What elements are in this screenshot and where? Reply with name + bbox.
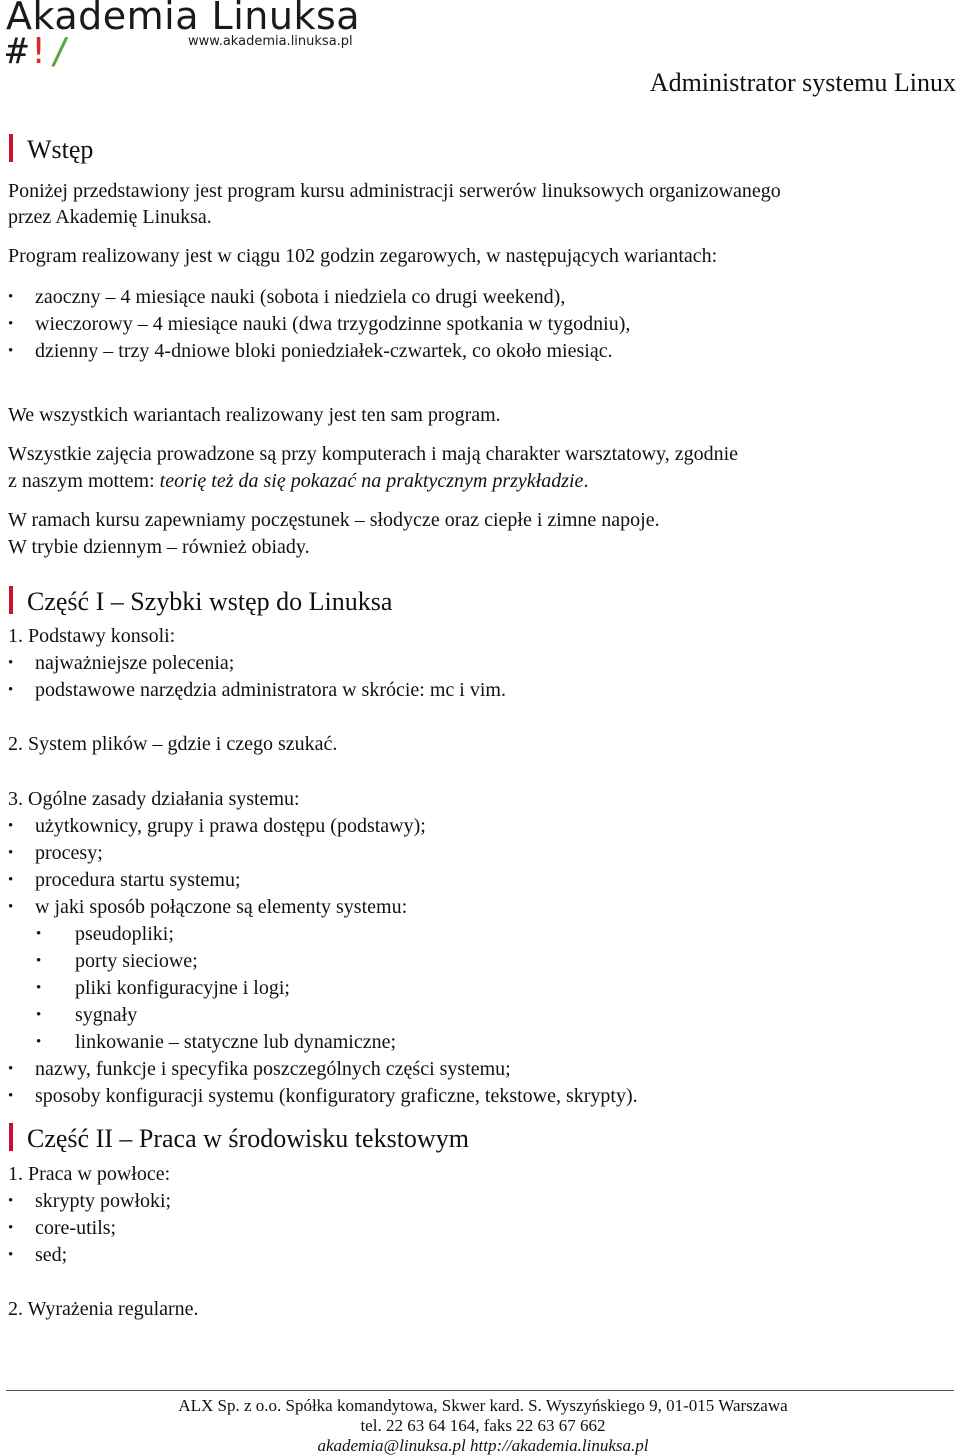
list-item-variant: zaoczny – 4 miesiące nauki (sobota i niedziela co drugi weekend), [35, 286, 566, 308]
intro-paragraph-line: Wszystkie zajęcia prowadzone są przy komputerach i mają charakter warsztatowy, zgodnie [8, 443, 739, 465]
list-item: procesy; [35, 842, 103, 864]
list-item: procedura startu systemu; [35, 869, 241, 891]
logo-slash: / [49, 31, 72, 72]
footer-address: ALX Sp. z o.o. Spółka komandytowa, Skwer kard. S. Wyszyńskiego 9, 01-015 Warszawa [178, 1396, 788, 1415]
heading-bar [9, 134, 13, 162]
bullet: • [8, 1247, 14, 1263]
bullet: • [8, 818, 14, 834]
list-item: skrypty powłoki; [35, 1190, 172, 1212]
list-subitem: linkowanie – statyczne lub dynamiczne; [75, 1031, 397, 1053]
bullet: • [36, 980, 42, 996]
subsection-title: 2. Wyrażenia regularne. [8, 1298, 199, 1320]
bullet: • [8, 1193, 14, 1209]
bullet: • [36, 1034, 42, 1050]
footer-links[interactable]: akademia@linuksa.pl http://akademia.linuksa.pl [317, 1436, 649, 1455]
motto: teorię też da się pokazać na praktycznym przykładzie [159, 470, 584, 492]
heading-bar [9, 586, 13, 614]
list-item-variant: dzienny – trzy 4-dniowe bloki poniedziałek-czwartek, co około miesiąc. [35, 340, 613, 362]
logo-bang: ! [27, 31, 50, 72]
bullet: • [8, 872, 14, 888]
section-heading-part2: Część II – Praca w środowisku tekstowym [8, 1123, 469, 1154]
bullet: • [36, 1007, 42, 1023]
bullet: • [8, 289, 14, 305]
logo-hash: # [6, 31, 28, 72]
logo-url[interactable]: www.akademia.linuksa.pl [188, 34, 353, 49]
footer-divider [6, 1390, 954, 1391]
intro-paragraph-line: Poniżej przedstawiony jest program kursu administracji serwerów linuksowych organizowanego [8, 180, 781, 202]
bullet: • [8, 682, 14, 698]
bullet: • [36, 926, 42, 942]
section-heading-intro: Wstęp [8, 134, 93, 165]
heading-bar [9, 1123, 13, 1151]
list-item: sed; [35, 1244, 68, 1266]
subsection-title: 3. Ogólne zasady działania systemu: [8, 788, 300, 810]
list-item: najważniejsze polecenia; [35, 652, 235, 674]
bullet: • [36, 953, 42, 969]
bullet: • [8, 1088, 14, 1104]
bullet: • [8, 655, 14, 671]
subsection-title: 2. System plików – gdzie i czego szukać. [8, 733, 338, 755]
list-item: użytkownicy, grupy i prawa dostępu (podstawy); [35, 815, 426, 837]
bullet: • [8, 899, 14, 915]
section-heading-part1: Część I – Szybki wstęp do Linuksa [8, 586, 392, 617]
list-subitem: porty sieciowe; [75, 950, 198, 972]
bullet: • [8, 343, 14, 359]
list-subitem: pliki konfiguracyjne i logi; [75, 977, 290, 999]
bullet: • [8, 316, 14, 332]
list-item: w jaki sposób połączone są elementy systemu: [35, 896, 408, 918]
list-item: nazwy, funkcje i specyfika poszczególnych części systemu; [35, 1058, 511, 1080]
intro-paragraph: Program realizowany jest w ciągu 102 godzin zegarowych, w następujących wariantach: [8, 245, 718, 267]
list-subitem: pseudopliki; [75, 923, 174, 945]
bullet: • [8, 1061, 14, 1077]
document-title: Administrator systemu Linux [649, 68, 956, 97]
subsection-title: 1. Praca w powłoce: [8, 1163, 171, 1185]
bullet: • [8, 845, 14, 861]
list-item: podstawowe narzędzia administratora w skrócie: mc i vim. [35, 679, 506, 701]
logo-title: Akademia Linuksa [6, 0, 361, 38]
list-subitem: sygnały [75, 1004, 138, 1026]
footer-phone: tel. 22 63 64 164, faks 22 63 67 662 [360, 1416, 606, 1435]
intro-paragraph-line: W trybie dziennym – również obiady. [8, 536, 310, 558]
list-item: sposoby konfiguracji systemu (konfiguratory graficzne, tekstowe, skrypty). [35, 1085, 638, 1107]
intro-paragraph-line: W ramach kursu zapewniamy poczęstunek – słodycze oraz ciepłe i zimne napoje. [8, 509, 660, 531]
bullet: • [8, 1220, 14, 1236]
logo-row [6, 31, 406, 74]
intro-paragraph: We wszystkich wariantach realizowany jest ten sam program. [8, 404, 501, 426]
intro-paragraph-line: z naszym mottem: teorię też da się pokazać na praktycznym przykładzie. [8, 470, 589, 492]
subsection-title: 1. Podstawy konsoli: [8, 625, 176, 647]
list-item: core-utils; [35, 1217, 117, 1239]
intro-paragraph-line: przez Akademię Linuksa. [8, 206, 212, 228]
list-item-variant: wieczorowy – 4 miesiące nauki (dwa trzygodzinne spotkania w tygodniu), [35, 313, 631, 335]
logo-mark [6, 31, 72, 72]
